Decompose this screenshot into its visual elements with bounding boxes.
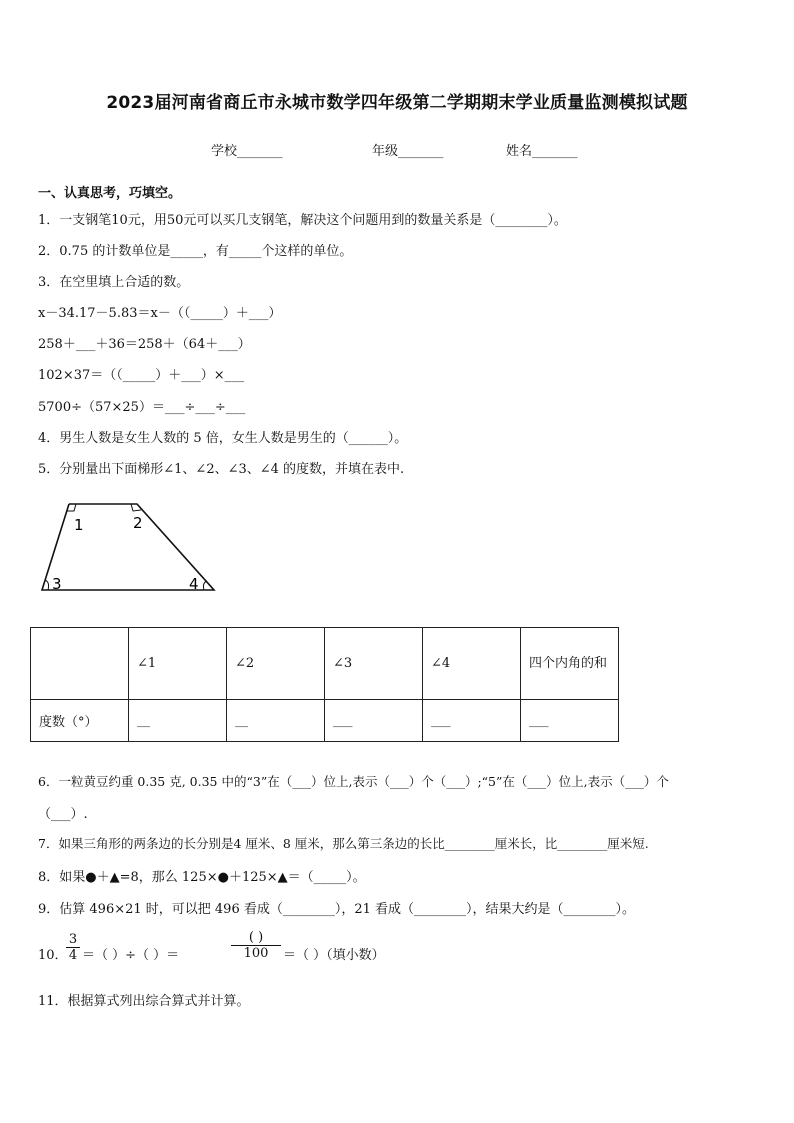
table-cell[interactable]: __: [129, 700, 227, 742]
angle-table: [30, 627, 619, 742]
table-header-cell: ∠4: [423, 628, 521, 700]
table-cell[interactable]: ___: [521, 700, 619, 742]
fraction-denominator: 4: [68, 948, 78, 963]
table-row-label: 度数（°）: [31, 700, 129, 742]
question-6: 6．一粒黄豆约重 0.35 克, 0.35 中的“3”在（___）位上,表示（___）个（___）;“5”在（___）位上,表示（___）个: [38, 774, 669, 789]
angle-label-3: 3: [52, 575, 62, 593]
table-cell[interactable]: ___: [325, 700, 423, 742]
angle-mark-3: [45, 580, 49, 590]
question-9: 9．估算 496×21 时，可以把 496 看成（________），21 看成（________），结果大约是（________）。: [38, 902, 636, 917]
fraction-denominator: 100: [243, 946, 269, 961]
question-3a: x－34.17－5.83＝x－（（_____）＋___）: [38, 306, 282, 321]
table-header-cell: [31, 628, 129, 700]
trapezoid-figure: [36, 498, 226, 598]
question-10-number: 10．: [38, 948, 68, 963]
table-header-cell: 四个内角的和: [521, 628, 619, 700]
fraction-over-100: [231, 930, 281, 961]
table-header-cell: ∠3: [325, 628, 423, 700]
table-header-cell: ∠2: [227, 628, 325, 700]
school-field: 学校_______: [211, 144, 283, 159]
question-3d: 5700÷（57×25）＝___÷___÷___: [38, 400, 246, 415]
angle-label-2: 2: [133, 514, 143, 532]
table-header-cell: ∠1: [129, 628, 227, 700]
question-5: 5．分别量出下面梯形∠1、∠2、∠3、∠4 的度数，并填在表中.: [38, 462, 405, 477]
fraction-numerator: 3: [68, 932, 78, 947]
question-10-end: ＝（ ）（填小数）: [283, 948, 385, 963]
fraction-three-quarters: [66, 932, 80, 963]
table-cell[interactable]: __: [227, 700, 325, 742]
page-title: 2023届河南省商丘市永城市数学四年级第二学期期末学业质量监测模拟试题: [106, 93, 688, 113]
grade-field: 年级_______: [372, 144, 444, 159]
question-8: 8．如果●＋▲=8，那么 125×●＋125×▲＝（_____）。: [38, 870, 366, 885]
table-cell[interactable]: ___: [423, 700, 521, 742]
question-4: 4．男生人数是女生人数的 5 倍，女生人数是男生的（______）。: [38, 431, 408, 446]
name-field: 姓名_______: [506, 144, 578, 159]
question-3: 3．在空里填上合适的数。: [38, 275, 190, 290]
question-6-continued: （___）.: [38, 807, 88, 822]
angle-label-4: 4: [189, 575, 199, 593]
table-header-row: [31, 628, 619, 700]
question-1: 1．一支钢笔10元，用50元可以买几支钢笔，解决这个问题用到的数量关系是（________）。: [38, 213, 567, 228]
table-row: [31, 700, 619, 742]
question-7: 7．如果三角形的两条边的长分别是4 厘米、8 厘米，那么第三条边的长比________厘米长，比________厘米短.: [38, 836, 649, 851]
question-3b: 258＋___＋36＝258＋（64＋___）: [38, 337, 251, 352]
question-2: 2．0.75 的计数单位是_____，有_____个这样的单位。: [38, 244, 353, 259]
question-11: 11．根据算式列出综合算式并计算。: [38, 994, 250, 1009]
question-10-middle: ＝（ ）÷（ ）＝: [82, 948, 180, 963]
section-heading: 一、认真思考，巧填空。: [38, 186, 182, 201]
fraction-numerator: ( ): [248, 930, 264, 945]
question-3c: 102×37＝（（_____）＋___）×___: [38, 368, 245, 383]
angle-label-1: 1: [74, 516, 84, 534]
